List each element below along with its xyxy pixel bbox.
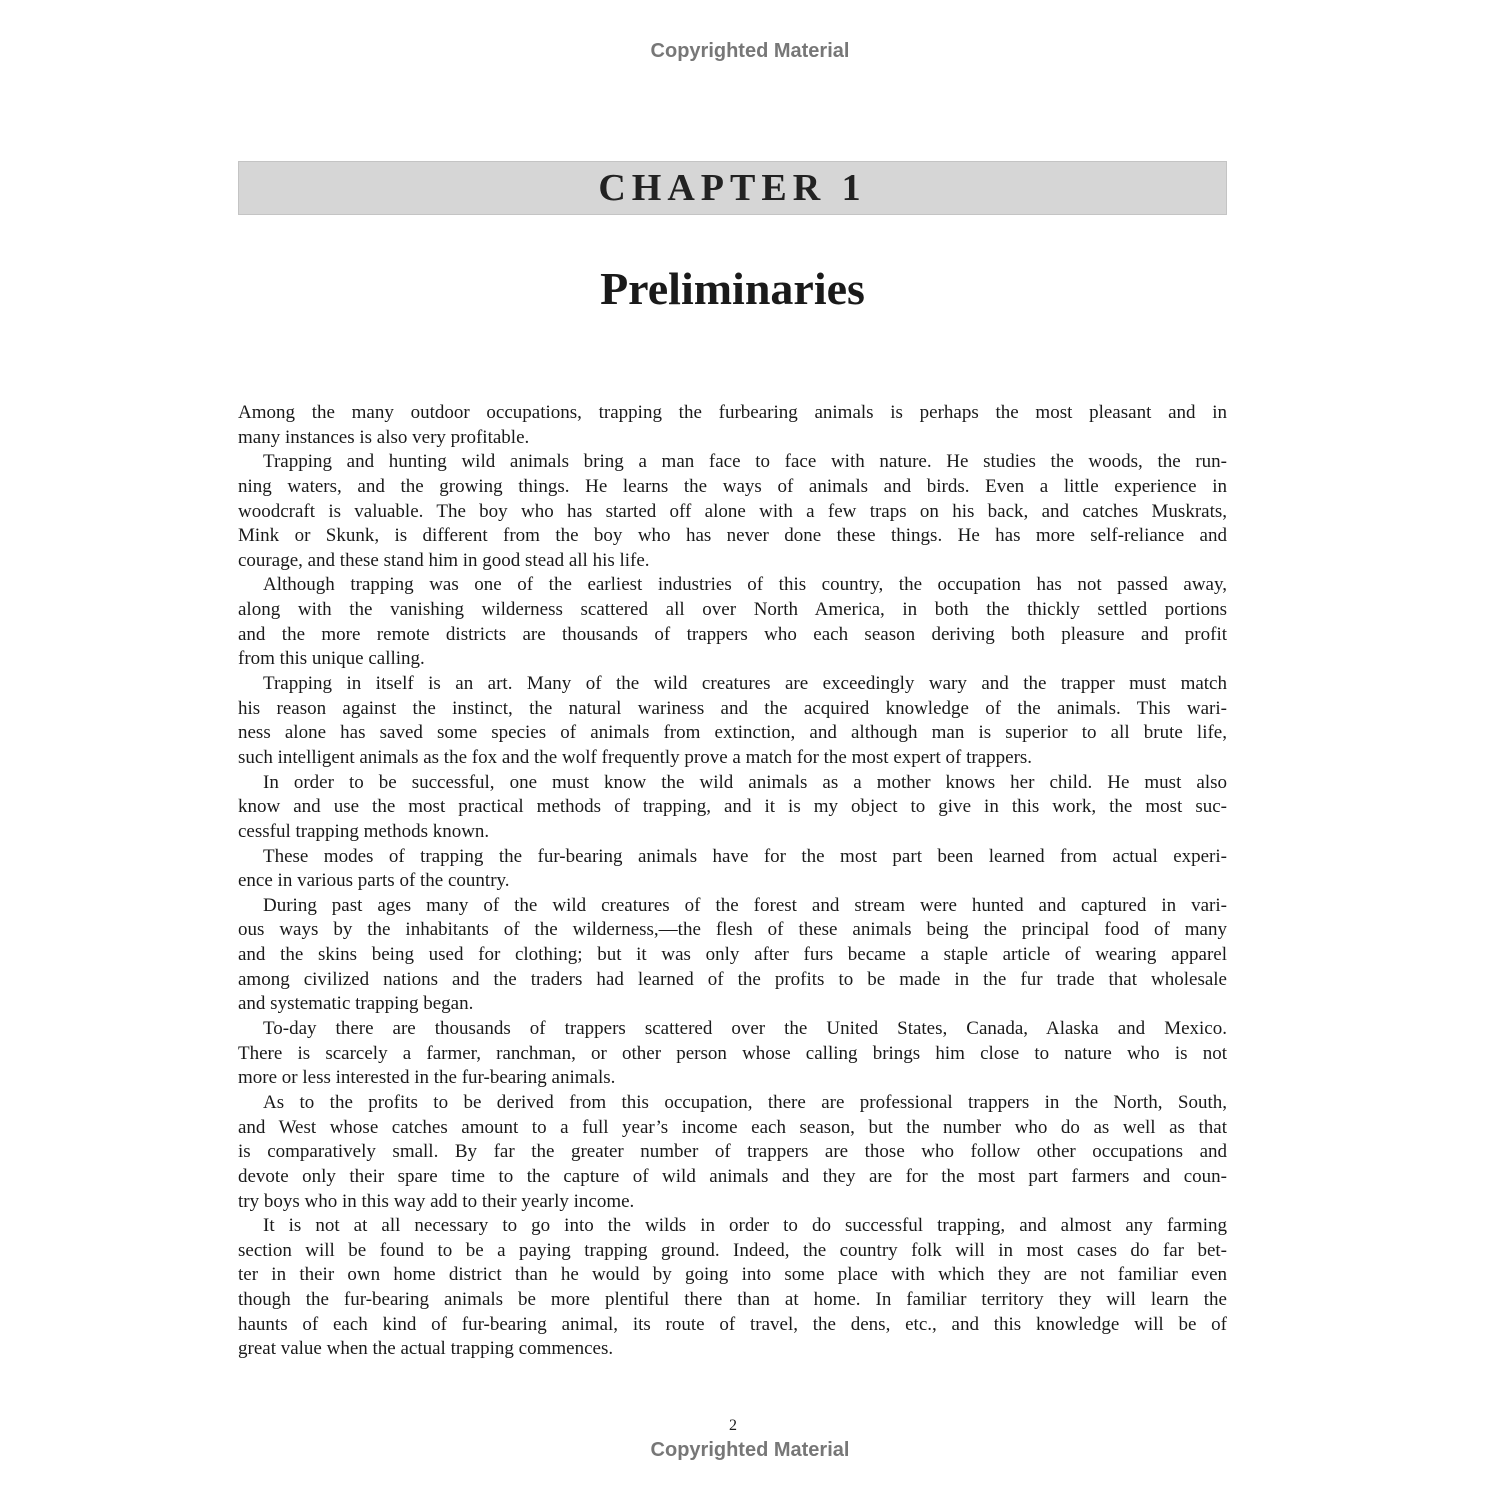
text-line: along with the vanishing wilderness scattered all over North America, in both the thickly settled portions	[238, 599, 1227, 621]
text-line: Trapping and hunting wild animals bring a man face to face with nature. He studies the woods, the run-	[263, 451, 1227, 473]
text-line: his reason against the instinct, the natural wariness and the acquired knowledge of the animals. This wari-	[238, 697, 1227, 719]
text-line: among civilized nations and the traders had learned of the profits to be made in the fur trade that wholesale	[238, 968, 1227, 990]
chapter-title: Preliminaries	[600, 263, 865, 314]
paragraph	[238, 894, 1227, 1017]
paragraph	[238, 1091, 1227, 1214]
paragraph	[238, 672, 1227, 771]
text-line: and West whose catches amount to a full year’s income each season, but the number who do as well as that	[238, 1116, 1227, 1138]
text-line: During past ages many of the wild creatures of the forest and stream were hunted and captured in vari-	[263, 894, 1227, 916]
copyright-watermark-top: Copyrighted Material	[650, 40, 850, 62]
text-line: though the fur-bearing animals be more plentiful there than at home. In familiar territory they will learn the	[238, 1289, 1227, 1311]
text-line: and the skins being used for clothing; but it was only after furs became a staple article of wearing apparel	[238, 944, 1227, 966]
text-line: woodcraft is valuable. The boy who has started off alone with a few traps on his back, and catches Muskrats,	[238, 500, 1227, 522]
chapter-label: CHAPTER 1	[598, 167, 867, 209]
text-line: As to the profits to be derived from this occupation, there are professional trappers in the North, South,	[263, 1091, 1227, 1113]
paragraph	[238, 845, 1227, 894]
text-line: ning waters, and the growing things. He learns the ways of animals and birds. Even a little experience in	[238, 475, 1227, 497]
paragraph	[238, 573, 1227, 672]
text-line: To-day there are thousands of trappers scattered over the United States, Canada, Alaska and Mexico.	[263, 1018, 1227, 1040]
text-line: more or less interested in the fur-bearing animals.	[238, 1067, 616, 1089]
chapter-banner	[238, 161, 1227, 215]
text-line: courage, and these stand him in good stead all his life.	[238, 549, 650, 571]
text-line: and systematic trapping began.	[238, 993, 474, 1015]
text-line: try boys who in this way add to their yearly income.	[238, 1190, 635, 1212]
text-line: These modes of trapping the fur-bearing animals have for the most part been learned from actual experi-	[263, 845, 1227, 867]
text-line: Trapping in itself is an art. Many of the wild creatures are exceedingly wary and the trapper must match	[263, 673, 1227, 695]
text-line: There is scarcely a farmer, ranchman, or other person whose calling brings him close to nature who is not	[238, 1042, 1227, 1064]
page-number: 2	[729, 1417, 737, 1434]
text-line: Mink or Skunk, is different from the boy who has never done these things. He has more self-reliance and	[238, 525, 1227, 547]
text-line: section will be found to be a paying trapping ground. Indeed, the country folk will in most cases do far bet-	[238, 1239, 1227, 1261]
body-text	[238, 401, 1227, 1362]
text-line: Although trapping was one of the earliest industries of this country, the occupation has not passed away,	[263, 574, 1227, 596]
text-line: know and use the most practical methods of trapping, and it is my object to give in this work, the most suc-	[238, 796, 1227, 818]
paragraph	[238, 450, 1227, 573]
text-line: many instances is also very profitable.	[238, 426, 530, 448]
text-line: is comparatively small. By far the greater number of trappers are those who follow other occupations and	[238, 1141, 1227, 1163]
text-line: In order to be successful, one must know the wild animals as a mother knows her child. He must also	[263, 771, 1227, 793]
paragraph	[238, 401, 1227, 450]
text-line: It is not at all necessary to go into the wilds in order to do successful trapping, and almost any farming	[263, 1215, 1227, 1237]
paragraph	[238, 771, 1227, 845]
text-line: devote only their spare time to the capture of wild animals and they are for the most part farmers and coun-	[238, 1165, 1227, 1187]
text-line: Among the many outdoor occupations, trapping the furbearing animals is perhaps the most pleasant and in	[238, 402, 1227, 423]
text-line: ness alone has saved some species of animals from extinction, and although man is superior to all brute life,	[238, 722, 1227, 744]
text-line: and the more remote districts are thousands of trappers who each season deriving both pleasure and profit	[238, 623, 1227, 645]
paragraph	[238, 1017, 1227, 1091]
text-line: ter in their own home district than he would by going into some place with which they are not familiar even	[238, 1264, 1227, 1286]
text-line: haunts of each kind of fur-bearing animal, its route of travel, the dens, etc., and this knowledge will be of	[238, 1313, 1227, 1335]
copyright-watermark-bottom: Copyrighted Material	[650, 1439, 850, 1461]
text-line: cessful trapping methods known.	[238, 820, 490, 842]
text-line: such intelligent animals as the fox and the wolf frequently prove a match for the most expert of trappers.	[238, 746, 1033, 768]
text-line: great value when the actual trapping commences.	[238, 1338, 614, 1360]
text-line: ous ways by the inhabitants of the wilderness,—the flesh of these animals being the principal food of many	[238, 919, 1227, 941]
text-line: from this unique calling.	[238, 648, 425, 670]
text-line: ence in various parts of the country.	[238, 870, 510, 892]
paragraph	[238, 1214, 1227, 1362]
